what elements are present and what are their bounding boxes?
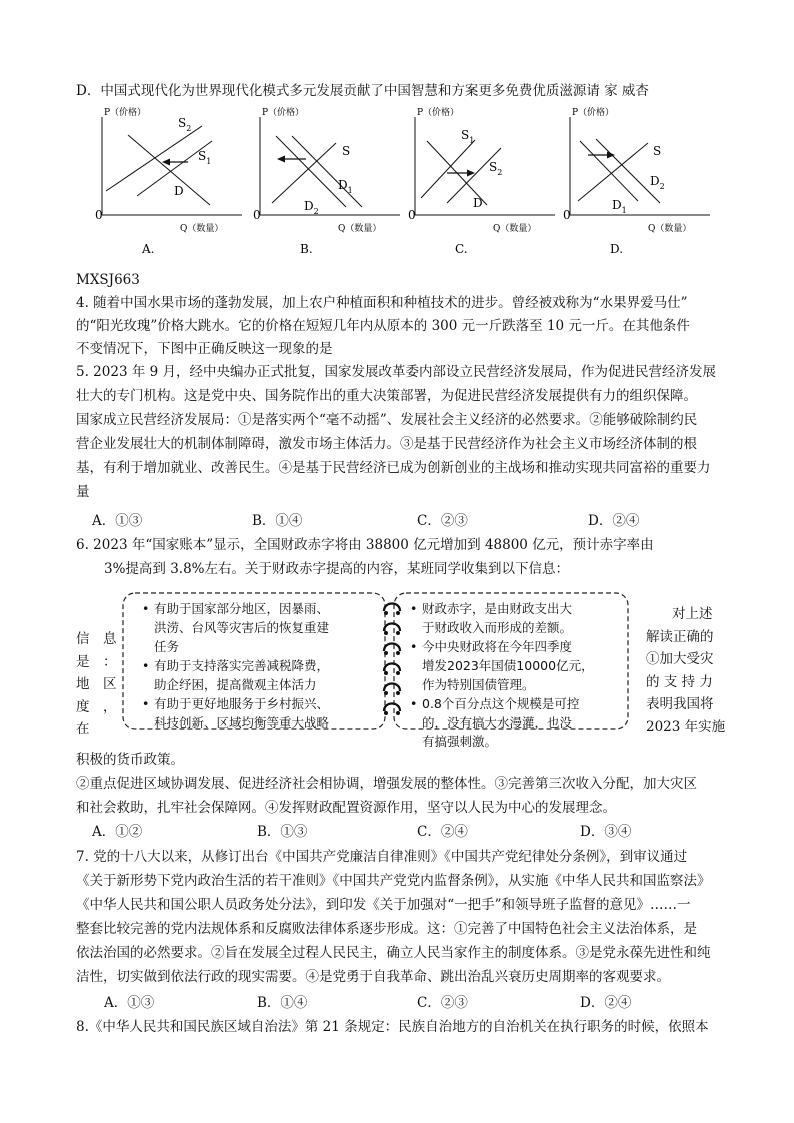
q6-line-4: ②重点促进区域协调发展、促进经济社会相协调，增强发展的整体性。③完善第三次收入分配，加大灾区	[76, 776, 697, 792]
supply-curve-s2	[447, 148, 501, 203]
option-a[interactable]: A．①③	[92, 513, 143, 529]
option-d[interactable]: D．②④	[588, 513, 640, 529]
svg-text:P（价格）: P（价格）	[572, 108, 615, 118]
q5-line-3: 国家成立民营经济发展局：①是落实两个“毫不动摇”、发展社会主义经济的必然要求。②能够破除制约民	[76, 412, 698, 428]
option-a[interactable]: A．①②	[92, 824, 143, 840]
q4-line-2: 的“阳光玫瑰”价格大跳水。它的价格在短短几年内从原本的 300 元一斤跌落至 10 元一斤。在其他条件	[76, 318, 690, 334]
svg-text:Q（数量）: Q（数量）	[493, 224, 537, 234]
q5-line-1: 5. 2023 年 9 月，经中央编办正式批复，国家发展改革委内部设立民营经济发展局，作为促进民营经济发展	[76, 364, 716, 380]
q4-line-3: 不变情况下，下图中正确反映这一现象的是	[76, 341, 333, 357]
q5-line-2: 壮大的专门机构。这是党中央、国务院作出的重大决策部署，为促进民营经济发展提供有力的组织保障。	[76, 388, 697, 404]
q7-line-1: 7. 党的十八大以来，从修订出台《中国共产党廉洁自律准则》《中国共产党纪律处分条例》，到审议通过	[76, 849, 688, 865]
q6-line-5: 和社会救助，扎牢社会保障网。④发挥财政配置资源作用，坚守以人民为中心的发展理念。	[76, 800, 616, 816]
demand-curve-d2	[596, 139, 660, 203]
q8-line-1: 8.《中华人民共和国民族区域自治法》第 21 条规定：民族自治地方的自治机关在执行职务的时候，依照本	[76, 1019, 709, 1035]
supply-curve-s	[578, 143, 648, 201]
svg-text:P（价格）: P（价格）	[262, 108, 305, 118]
svg-text:S1: $S_1$	[461, 128, 475, 145]
doc-code: MXSJ663	[76, 272, 140, 288]
q7-line-6: 洁性，切实做到依法行政的现实需要。④是党勇于自我革命、跳出治乱兴衰历史周期率的客观要求。	[76, 969, 670, 985]
origin-label: 0	[95, 208, 103, 222]
svg-text:S: S	[653, 144, 662, 158]
p-axis-label: P（价格）	[104, 108, 147, 118]
q4-line-1: 4. 随着中国水果市场的蓬勃发展，加上农户种植面积和种植技术的进步。曾经被戏称为“水果界爱马仕”	[76, 295, 688, 311]
svg-text:P（价格）: P（价格）	[417, 108, 460, 118]
supply-curve-s	[272, 143, 336, 203]
svg-text:Q（数量）: Q（数量）	[648, 224, 692, 234]
q7-line-5: 依法治国的必然要求。②旨在发展全过程人民民主，确立人民当家作主的制度体系。③是党永葆先进性和纯	[76, 945, 711, 961]
svg-text:S1: $S_1$	[198, 149, 212, 166]
svg-text:D2: $D_2$	[650, 174, 665, 191]
svg-text:S: S	[342, 144, 351, 158]
option-c[interactable]: C．②④	[417, 824, 468, 840]
q7-line-3: 《中华人民共和国公职人员政务处分法》，到印发《关于加强对“一把手”和领导班子监督的意见》……一	[76, 897, 691, 913]
svg-text:S2: $S_2$	[178, 116, 192, 133]
option-b[interactable]: B．①④	[257, 995, 308, 1011]
option-d-line: D．中国式现代化为世界现代化模式多元发展贡献了中国智慧和方案更多免费优质滋源请 家 威杏	[76, 83, 649, 99]
graph-c	[405, 103, 575, 261]
option-a[interactable]: A．①③	[104, 995, 155, 1011]
q6-right-col: 对上述 解读正确的 ①加大受灾 的 支 持 力 表明我国将 2023 年实施	[646, 606, 726, 735]
q6-line-1: 6. 2023 年“国家账本”显示，全国财政赤字将由 38800 亿元增加到 48800 亿元，预计赤字率由	[76, 537, 654, 553]
q7-line-2: 《关于新形势下党内政治生活的若干准则》《中国共产党党内监督条例》，从实施《中华人民共和国监察法》	[76, 873, 711, 889]
q5-line-5: 基，有利于增加就业、改善民生。④是基于民营经济已成为创新创业的主战场和推动实现共同富裕的重要力	[76, 460, 711, 476]
q-axis-label: Q（数量）	[180, 224, 224, 234]
demand-curve-d1	[292, 136, 362, 207]
q6-line-2: 3%提高到 3.8%左右。关于财政赤字提高的内容，某班同学收集到以下信息：	[104, 561, 570, 577]
option-b[interactable]: B．①④	[252, 513, 303, 529]
graph-b	[250, 103, 420, 261]
box-left-text: • 有助于国家部分地区，因暴雨、 洪涝、台风等灾害后的恢复重建 任务 • 有助于支持落实完善减税降费， 助企纾困，提高微观主体活力 • 有助于更好地服务于乡村振兴、 科技创新、区域均衡等重大战略	[142, 599, 329, 732]
option-c[interactable]: C．②③	[417, 995, 468, 1011]
q6-info-box	[122, 591, 630, 749]
svg-text:D2: $D_2$	[304, 199, 319, 216]
graph-a	[92, 103, 262, 261]
q6-line-3: 积极的货币政策。	[76, 752, 184, 768]
graph-caption: D.	[610, 242, 624, 256]
arrow-head	[277, 156, 285, 163]
svg-text:D1: $D_1$	[612, 198, 627, 215]
graph-caption: A.	[142, 242, 155, 256]
svg-text:D1: $D_1$	[338, 178, 353, 195]
graph-d	[560, 103, 730, 261]
svg-text:S2: $S_2$	[489, 160, 503, 177]
option-b[interactable]: B．①③	[257, 824, 308, 840]
q6-left-col: 信 息 是 ： 地 区 度 ， 在	[76, 631, 117, 737]
demand-curve-d2	[276, 136, 346, 207]
box-right-text: • 财政赤字，是由财政支出大 于财政收入而形成的差额。 • 今中央财政将在今年四季度 增发2023年国债10000亿元， 作为特别国债管理。 • 0.8个百分点这个规模是可控 的，没有搞大水漫灌，也没 有搞强刺激。	[410, 599, 594, 751]
q5-line-6: 量	[76, 484, 90, 500]
option-d[interactable]: D．②④	[580, 995, 632, 1011]
supply-curve-s1	[421, 140, 475, 198]
graph-caption: B.	[300, 242, 313, 256]
option-c[interactable]: C．②③	[417, 513, 468, 529]
q5-line-4: 营企业发展壮大的机制体制障碍，激发市场主体活力。③是基于民营经济作为社会主义市场经济体制的根	[76, 436, 697, 452]
svg-text:Q（数量）: Q（数量）	[338, 224, 382, 234]
option-d[interactable]: D．③④	[580, 824, 632, 840]
graph-caption: C.	[455, 242, 468, 256]
svg-text:D: D	[174, 184, 184, 198]
svg-text:0: 0	[563, 208, 571, 222]
demand-curve-d	[128, 135, 210, 205]
svg-text:0: 0	[253, 208, 261, 222]
svg-text:D: D	[473, 196, 483, 210]
q7-line-4: 整套比较完善的党内法规体系和反腐败法律体系逐步形成。这：①完善了中国特色社会主义法治体系，是	[76, 921, 697, 937]
svg-text:0: 0	[408, 208, 416, 222]
